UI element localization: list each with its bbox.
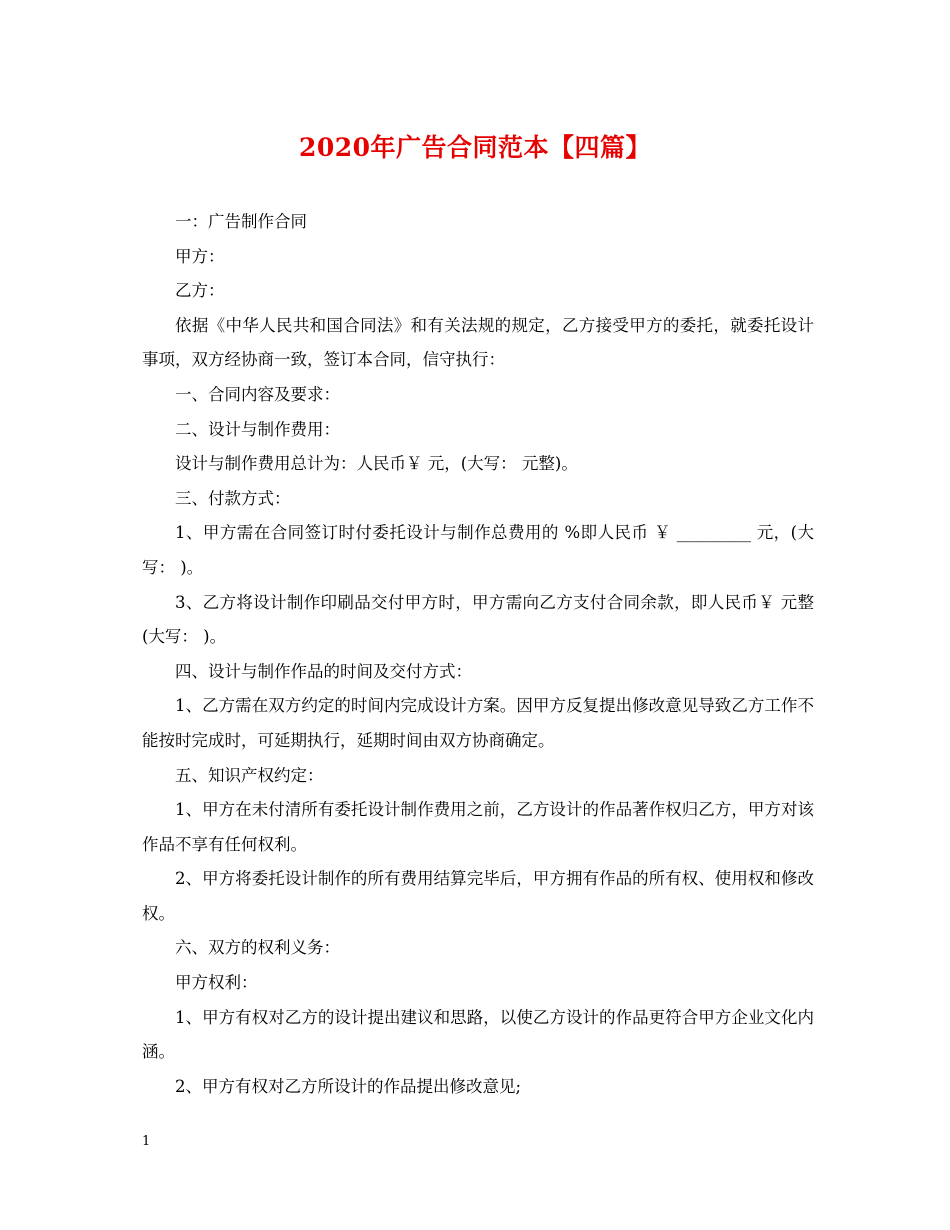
document-title: 2020年广告合同范本【四篇】 [298,133,652,162]
paragraph: 依据《中华人民共和国合同法》和有关法规的规定，乙方接受甲方的委托，就委托设计事项，双方经协商一致，签订本合同，信守执行： [142,315,814,370]
paragraph: 3、乙方将设计制作印刷品交付甲方时，甲方需向乙方支付合同余款，即人民币￥ 元整(大写： )。 [142,592,814,647]
paragraph: 一、合同内容及要求： [175,384,340,404]
paragraph: 乙方： [175,281,225,301]
paragraph: 1、甲方需在合同签订时付委托设计与制作总费用的 %即人民币 ￥ _________ 元，(大写： )。 [142,523,814,577]
paragraph: 二、设计与制作费用： [175,419,340,439]
paragraph: 三、付款方式： [175,488,291,508]
paragraph: 设计与制作费用总计为：人民币￥ 元，(大写： 元整)。 [175,454,578,474]
page-number: 1 [142,1134,151,1149]
document-body [142,205,814,1104]
paragraph: 五、知识产权约定： [175,765,324,785]
paragraph: 1、乙方需在双方约定的时间内完成设计方案。因甲方反复提出修改意见导致乙方工作不能按时完成时，可延期执行，延期时间由双方协商确定。 [142,696,814,750]
paragraph: 2、甲方有权对乙方所设计的作品提出修改意见; [175,1076,522,1096]
paragraph: 甲方权利： [175,973,258,993]
paragraph: 1、甲方有权对乙方的设计提出建议和思路，以使乙方设计的作品更符合甲方企业文化内涵。 [142,1007,814,1062]
paragraph: 六、双方的权利义务： [175,938,340,958]
paragraph: 2、甲方将委托设计制作的所有费用结算完毕后，甲方拥有作品的所有权、使用权和修改权。 [142,869,814,923]
paragraph: 一：广告制作合同 [175,212,307,231]
paragraph: 四、设计与制作作品的时间及交付方式： [175,661,472,681]
paragraph: 1、甲方在未付清所有委托设计制作费用之前，乙方设计的作品著作权归乙方，甲方对该作品不享有任何权利。 [142,800,814,854]
paragraph: 甲方： [175,246,225,266]
